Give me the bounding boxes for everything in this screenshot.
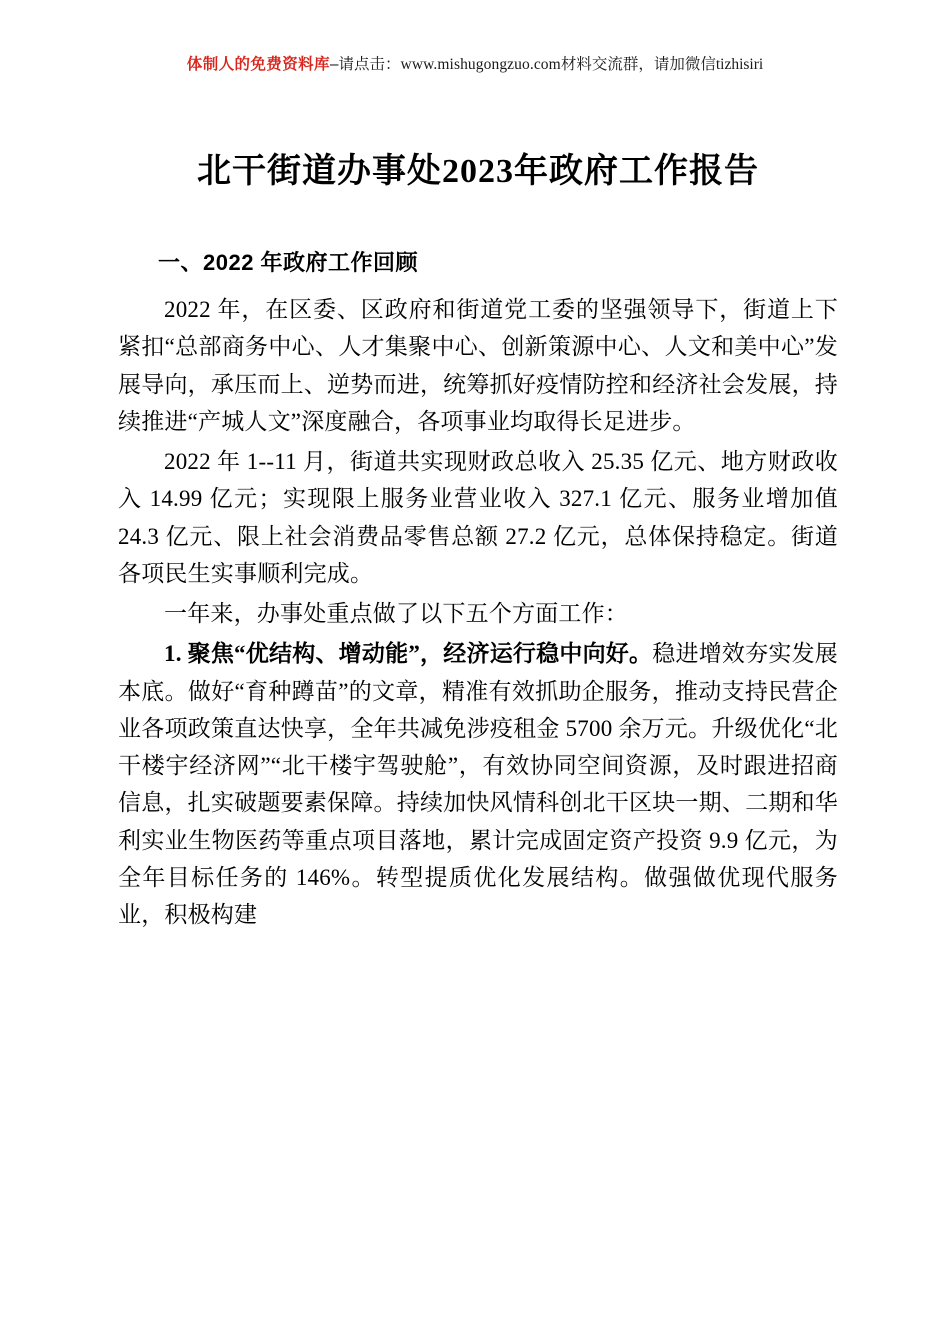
- promo-click-text: –请点击：: [329, 56, 401, 73]
- paragraph: 一年来，办事处重点做了以下五个方面工作：: [164, 601, 628, 627]
- paragraph-item-1: [118, 635, 838, 933]
- paragraph: 2022 年 1--11 月，街道共实现财政总收入 25.35 亿元、地方财政收入 14.99 亿元；实现限上服务业营业收入 327.1 亿元、服务业增加值 24.3 亿元、限上社会消费品零售总额 27.2 亿元，总体保持稳定。街道各项民生实事顺利完成。: [118, 449, 838, 586]
- item-1-lead: 1. 聚焦“优结构、增动能”，经济运行稳中向好。: [164, 641, 653, 667]
- section-heading-1: 一、2022 年政府工作回顾: [158, 250, 419, 276]
- promo-header: [0, 56, 950, 75]
- promo-red-text: 体制人的免费资料库: [186, 56, 330, 73]
- promo-tail-text: 材料交流群，请加微信: [560, 56, 716, 73]
- document-body: [118, 150, 838, 936]
- item-1-body: 稳进增效夯实发展本底。做好“育种蹲苗”的文章，精准有效抓助企服务，推动支持民营企业各项政策直达快享，全年共减免涉疫租金 5700 余万元。升级优化“北干楼宇经济网”“北干楼宇驾驶舱”，有效协同空间资源，及时跟进招商信息，扎实破题要素保障。持续加快风情科创北干区块一期、二期和华利实业生物医药等重点项目落地，累计完成固定资产投资 9.9 亿元，为全年目标任务的 146%。转型提质优化发展结构。做强做优现代服务业，积极构建: [118, 641, 838, 928]
- promo-wechat-id: tizhisiri: [715, 56, 764, 73]
- page-title: 北干街道办事处2023年政府工作报告: [197, 153, 759, 190]
- promo-website-link[interactable]: www.mishugongzuo.com: [400, 56, 561, 73]
- paragraph: 2022 年，在区委、区政府和街道党工委的坚强领导下，街道上下紧扣“总部商务中心、人才集聚中心、创新策源中心、人文和美中心”发展导向，承压而上、逆势而进，统筹抓好疫情防控和经济社会发展，持续推进“产城人文”深度融合，各项事业均取得长足进步。: [118, 297, 838, 434]
